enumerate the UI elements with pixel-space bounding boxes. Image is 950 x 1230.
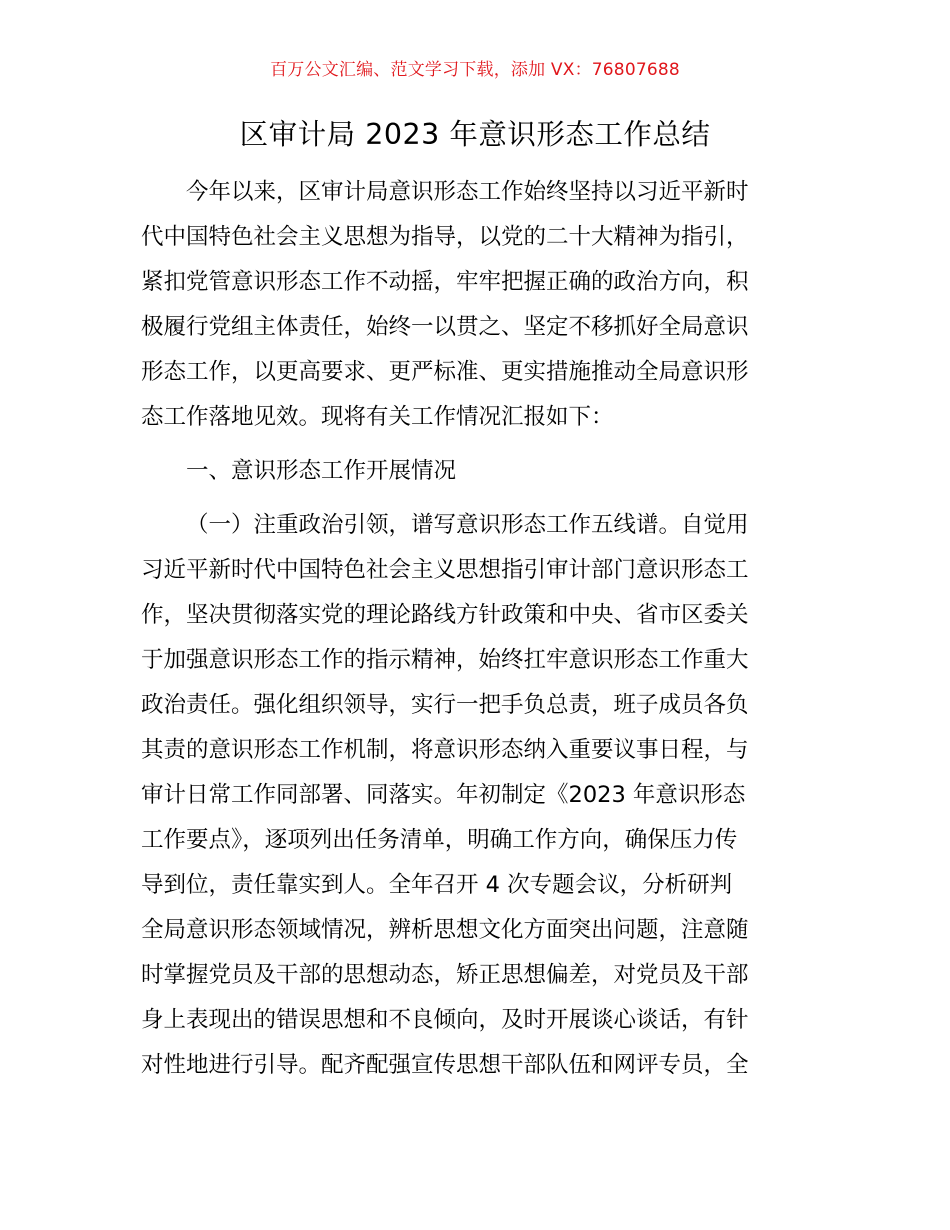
header-banner: 百万公文汇编、范文学习下载，添加 VX：76807688 bbox=[270, 60, 680, 80]
intro-line: 紧扣党管意识形态工作不动摇，牢牢把握正确的政治方向，积 bbox=[141, 269, 749, 295]
subsection-line: 时掌握党员及干部的思想动态，矫正思想偏差，对党员及干部 bbox=[141, 962, 749, 988]
intro-line: 极履行党组主体责任，始终一以贯之、坚定不移抓好全局意识 bbox=[141, 314, 749, 340]
subsection-line: 工作要点》，逐项列出任务清单，明确工作方向，确保压力传 bbox=[141, 827, 738, 853]
document-body bbox=[141, 170, 816, 1088]
intro-line: 代中国特色社会主义思想为指导，以党的二十大精神为指引， bbox=[141, 224, 749, 250]
intro-line: 形态工作，以更高要求、更严标准、更实措施推动全局意识形 bbox=[141, 359, 749, 385]
subsection-line: 审计日常工作同部署、同落实。年初制定《2023 年意识形态 bbox=[141, 782, 746, 808]
subsection-line: 全局意识形态领域情况，辨析思想文化方面突出问题，注意随 bbox=[141, 917, 749, 943]
section-heading: 一、意识形态工作开展情况 bbox=[186, 458, 457, 484]
subsection-line: 习近平新时代中国特色社会主义思想指引审计部门意识形态工 bbox=[141, 557, 749, 583]
subsection-line: 于加强意识形态工作的指示精神，始终扛牢意识形态工作重大 bbox=[141, 647, 749, 673]
document-title: 区审计局 2023 年意识形态工作总结 bbox=[239, 118, 711, 151]
intro-line: 今年以来，区审计局意识形态工作始终坚持以习近平新时 bbox=[186, 179, 749, 205]
subsection-line: 政治责任。强化组织领导，实行一把手负总责，班子成员各负 bbox=[141, 692, 749, 718]
subsection-line: 导到位，责任靠实到人。全年召开 4 次专题会议，分析研判 bbox=[141, 872, 733, 898]
subsection-line: 其责的意识形态工作机制，将意识形态纳入重要议事日程，与 bbox=[141, 737, 749, 763]
subsection-line: 对性地进行引导。配齐配强宣传思想干部队伍和网评专员，全 bbox=[141, 1052, 749, 1078]
subsection-line: 身上表现出的错误思想和不良倾向，及时开展谈心谈话，有针 bbox=[141, 1007, 749, 1033]
intro-line: 态工作落地见效。现将有关工作情况汇报如下： bbox=[141, 404, 614, 430]
subsection-line: （一）注重政治引领，谱写意识形态工作五线谱。自觉用 bbox=[186, 512, 749, 538]
subsection-line: 作，坚决贯彻落实党的理论路线方针政策和中央、省市区委关 bbox=[141, 602, 749, 628]
